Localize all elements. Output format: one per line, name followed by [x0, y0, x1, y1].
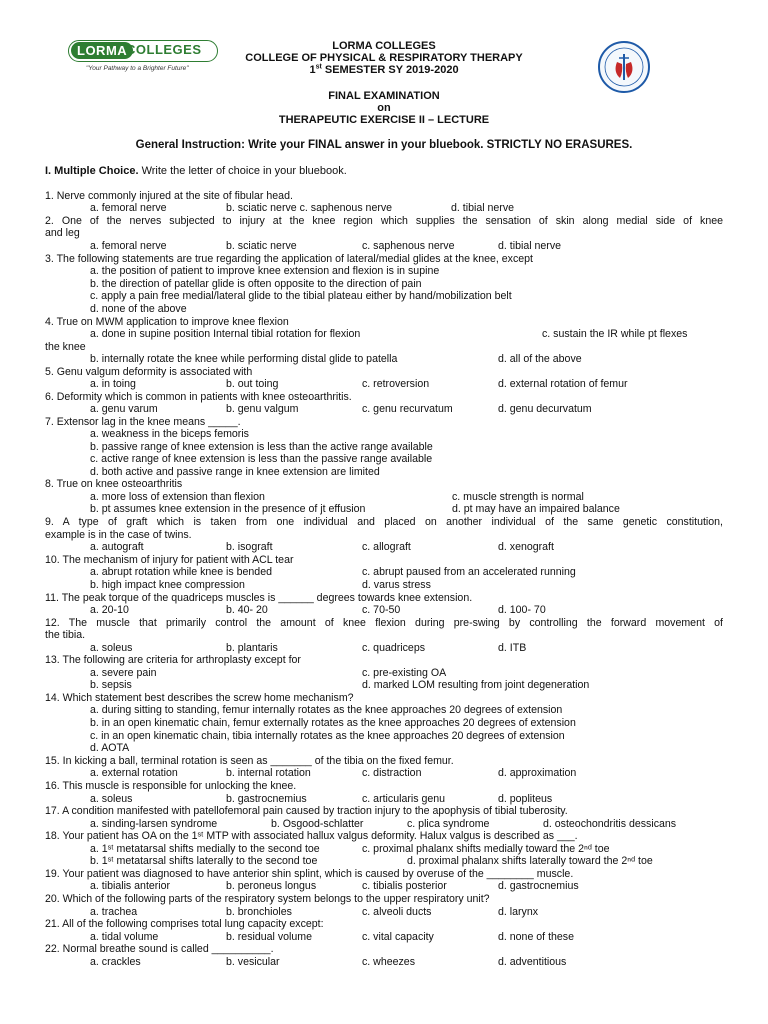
semester-number: 1 — [309, 64, 316, 76]
answer-choice: a. genu varum — [90, 403, 158, 415]
answer-choice: b. out toing — [226, 378, 279, 390]
answer-choice: a. weakness in the biceps femoris — [90, 428, 249, 440]
answer-choice: c. proximal phalanx shifts medially toward the 2ⁿᵈ toe — [362, 843, 610, 855]
question-text: 13. The following are criteria for arthroplasty except for — [45, 654, 301, 666]
section-instruction: Write the letter of choice in your bluebook. — [138, 165, 347, 177]
answer-choice: c. vital capacity — [362, 931, 434, 943]
question-text: 10. The mechanism of injury for patient with ACL tear — [45, 554, 294, 566]
question-text: 22. Normal breathe sound is called __________. — [45, 943, 274, 955]
answer-choice: b. sepsis — [90, 679, 132, 691]
answer-choice: b. gastrocnemius — [226, 793, 307, 805]
answer-choice: c. articularis genu — [362, 793, 446, 805]
answer-choice: c. quadriceps — [362, 642, 426, 654]
answer-choice: c. muscle strength is normal — [452, 491, 584, 503]
answer-choice: d. varus stress — [362, 579, 431, 591]
question-text: 6. Deformity which is common in patients with knee osteoarthritis. — [45, 391, 352, 403]
answer-choice: c. genu recurvatum — [362, 403, 453, 415]
answer-choice: a. abrupt rotation while knee is bended — [90, 566, 272, 578]
answer-choice: b. sciatic nerve — [226, 240, 297, 252]
answer-choice: b. sciatic nerve c. saphenous nerve — [226, 202, 393, 214]
answer-choice: a. the position of patient to improve knee extension and flexion is in supine — [90, 265, 440, 277]
answer-choice: b. plantaris — [226, 642, 278, 654]
answer-choice: b. pt assumes knee extension in the presence of jt effusion — [90, 503, 366, 515]
answer-choice: a. severe pain — [90, 667, 157, 679]
answer-choice: c. in an open kinematic chain, tibia internally rotates as the knee approaches 20 degrees of extension — [90, 730, 565, 742]
answer-choice: b. genu valgum — [226, 403, 299, 415]
answer-choice: b. the direction of patellar glide is often opposite to the direction of pain — [90, 278, 422, 290]
answer-choice: d. both active and passive range in knee extension are limited — [90, 466, 380, 478]
subject-title: THERAPEUTIC EXERCISE II – LECTURE — [278, 114, 490, 126]
question-text: 4. True on MWM application to improve knee flexion — [45, 316, 289, 328]
answer-choice: d. none of the above — [90, 303, 187, 315]
school-name: LORMA COLLEGES — [332, 40, 436, 52]
answer-choice: b. isograft — [226, 541, 273, 553]
answer-choice: d. osteochondritis dessicans — [543, 818, 677, 830]
answer-choice: d. pt may have an impaired balance — [452, 503, 620, 515]
answer-choice: d. AOTA — [90, 742, 130, 754]
semester-text: SEMESTER SY 2019-2020 — [321, 64, 459, 76]
answer-choice: d. adventitious — [498, 956, 567, 968]
answer-choice: b. vesicular — [226, 956, 280, 968]
answer-choice: c. tibialis posterior — [362, 880, 447, 892]
question-text: the knee — [45, 341, 86, 353]
answer-choice: c. saphenous nerve — [362, 240, 455, 252]
answer-choice: a. sinding-larsen syndrome — [90, 818, 218, 830]
answer-choice: d. larynx — [498, 906, 539, 918]
answer-choice: c. 70-50 — [362, 604, 401, 616]
answer-choice: a. femoral nerve — [90, 240, 167, 252]
question-text: 16. This muscle is responsible for unlocking the knee. — [45, 780, 297, 792]
answer-choice: a. 1ˢᵗ metatarsal shifts medially to the second toe — [90, 843, 320, 855]
answer-choice: a. tidal volume — [90, 931, 159, 943]
exam-title: FINAL EXAMINATION — [328, 90, 440, 102]
answer-choice: a. autograft — [90, 541, 144, 553]
answer-choice: c. retroversion — [362, 378, 430, 390]
semester — [0, 64, 768, 76]
question-text: 18. Your patient has OA on the 1ˢᵗ MTP with associated hallux valgus deformity. Halux valgus is described as ___. — [45, 830, 578, 842]
answer-choice: a. external rotation — [90, 767, 178, 779]
answer-choice: d. all of the above — [498, 353, 582, 365]
answer-choice: d. tibial nerve — [451, 202, 515, 214]
question-text: 8. True on knee osteoarthritis — [45, 478, 183, 490]
answer-choice: b. bronchioles — [226, 906, 292, 918]
question-text: 14. Which statement best describes the screw home mechanism? — [45, 692, 354, 704]
answer-choice: a. tibialis anterior — [90, 880, 171, 892]
answer-choice: a. crackles — [90, 956, 141, 968]
answer-choice: b. residual volume — [226, 931, 312, 943]
answer-choice: a. more loss of extension than flexion — [90, 491, 265, 503]
general-instruction: General Instruction: Write your FINAL answer in your bluebook. STRICTLY NO ERASURES. — [135, 139, 633, 151]
question-text: 11. The peak torque of the quadriceps muscles is ______ degrees towards knee extension. — [45, 592, 473, 604]
answer-choice: b. in an open kinematic chain, femur externally rotates as the knee approaches 20 degrees of extension — [90, 717, 576, 729]
answer-choice: b. high impact knee compression — [90, 579, 245, 591]
answer-choice: d. none of these — [498, 931, 574, 943]
answer-choice: c. sustain the IR while pt flexes — [542, 328, 688, 340]
answer-choice: d. 100- 70 — [498, 604, 546, 616]
question-text: example is in the case of twins. — [45, 529, 192, 541]
answer-choice: b. passive range of knee extension is less than the active range available — [90, 441, 433, 453]
question-text: 20. Which of the following parts of the respiratory system belongs to the upper respiratory unit? — [45, 893, 490, 905]
answer-choice: a. done in supine position Internal tibial rotation for flexion — [90, 328, 361, 340]
answer-choice: b. Osgood-schlatter — [271, 818, 364, 830]
answer-choice: a. in toing — [90, 378, 136, 390]
question-text: 5. Genu valgum deformity is associated with — [45, 366, 253, 378]
question-text: 7. Extensor lag in the knee means _____. — [45, 416, 241, 428]
answer-choice: d. popliteus — [498, 793, 553, 805]
answer-choice: d. genu decurvatum — [498, 403, 592, 415]
logo-brand-colleges: COLLEGES — [126, 42, 202, 57]
answer-choice: b. internal rotation — [226, 767, 311, 779]
answer-choice: a. femoral nerve — [90, 202, 167, 214]
question-text: 3. The following statements are true regarding the application of lateral/medial glides at the knee, except — [45, 253, 533, 265]
answer-choice: a. trachea — [90, 906, 138, 918]
answer-choice: c. pre-existing OA — [362, 667, 447, 679]
college-name: COLLEGE OF PHYSICAL & RESPIRATORY THERAPY — [245, 52, 523, 64]
question-text: 12. The muscle that primarily control the amount of knee flexion during pre-swing by controlling the forward movement of — [45, 617, 723, 629]
exam-on: on — [377, 102, 391, 114]
answer-choice: b. peroneus longus — [226, 880, 317, 892]
question-text: 2. One of the nerves subjected to injury at the knee region which supplies the sensation of skin along medial side of knee — [45, 215, 723, 227]
answer-choice: d. gastrocnemius — [498, 880, 579, 892]
question-text: 15. In kicking a ball, terminal rotation is seen as _______ of the tibia on the fixed femur. — [45, 755, 454, 767]
answer-choice: d. proximal phalanx shifts laterally toward the 2ⁿᵈ toe — [407, 855, 653, 867]
answer-choice: c. alveoli ducts — [362, 906, 432, 918]
answer-choice: b. 1ˢᵗ metatarsal shifts laterally to the second toe — [90, 855, 318, 867]
answer-choice: d. xenograft — [498, 541, 554, 553]
question-text: 1. Nerve commonly injured at the site of fibular head. — [45, 190, 293, 202]
answer-choice: c. allograft — [362, 541, 411, 553]
question-text: 21. All of the following comprises total lung capacity except: — [45, 918, 324, 930]
answer-choice: d. tibial nerve — [498, 240, 562, 252]
answer-choice: d. external rotation of femur — [498, 378, 628, 390]
answer-choice: d. approximation — [498, 767, 577, 779]
question-text: and leg — [45, 227, 80, 239]
answer-choice: d. marked LOM resulting from joint degeneration — [362, 679, 590, 691]
question-text: 9. A type of graft which is taken from one individual and placed on another individual of the same genetic constitution, — [45, 516, 723, 528]
answer-choice: a. during sitting to standing, femur internally rotates as the knee approaches 20 degrees of extension — [90, 704, 563, 716]
answer-choice: c. active range of knee extension is less than the passive range available — [90, 453, 433, 465]
answer-choice: c. abrupt paused from an accelerated running — [362, 566, 576, 578]
answer-choice: c. distraction — [362, 767, 422, 779]
answer-choice: a. soleus — [90, 793, 133, 805]
answer-choice: c. wheezes — [362, 956, 415, 968]
section-heading — [45, 165, 347, 177]
answer-choice: d. ITB — [498, 642, 527, 654]
question-text: 19. Your patient was diagnosed to have anterior shin splint, which is caused by overuse of the ________ muscle. — [45, 868, 574, 880]
answer-choice: c. plica syndrome — [407, 818, 490, 830]
question-text: the tibia. — [45, 629, 86, 641]
logo-brand: LORMA — [71, 42, 133, 59]
logo-tagline: "Your Pathway to a Brighter Future" — [86, 65, 189, 72]
answer-choice: b. 40- 20 — [226, 604, 268, 616]
semester-suffix: st — [315, 63, 322, 71]
section-title: I. Multiple Choice. — [45, 165, 139, 177]
answer-choice: a. 20-10 — [90, 604, 129, 616]
answer-choice: b. internally rotate the knee while performing distal glide to patella — [90, 353, 398, 365]
question-text: 17. A condition manifested with patellofemoral pain caused by traction injury to the apophysis of tibial tuberosity. — [45, 805, 568, 817]
answer-choice: a. soleus — [90, 642, 133, 654]
answer-choice: c. apply a pain free medial/lateral glide to the tibial plateau either by hand/mobilization belt — [90, 290, 512, 302]
